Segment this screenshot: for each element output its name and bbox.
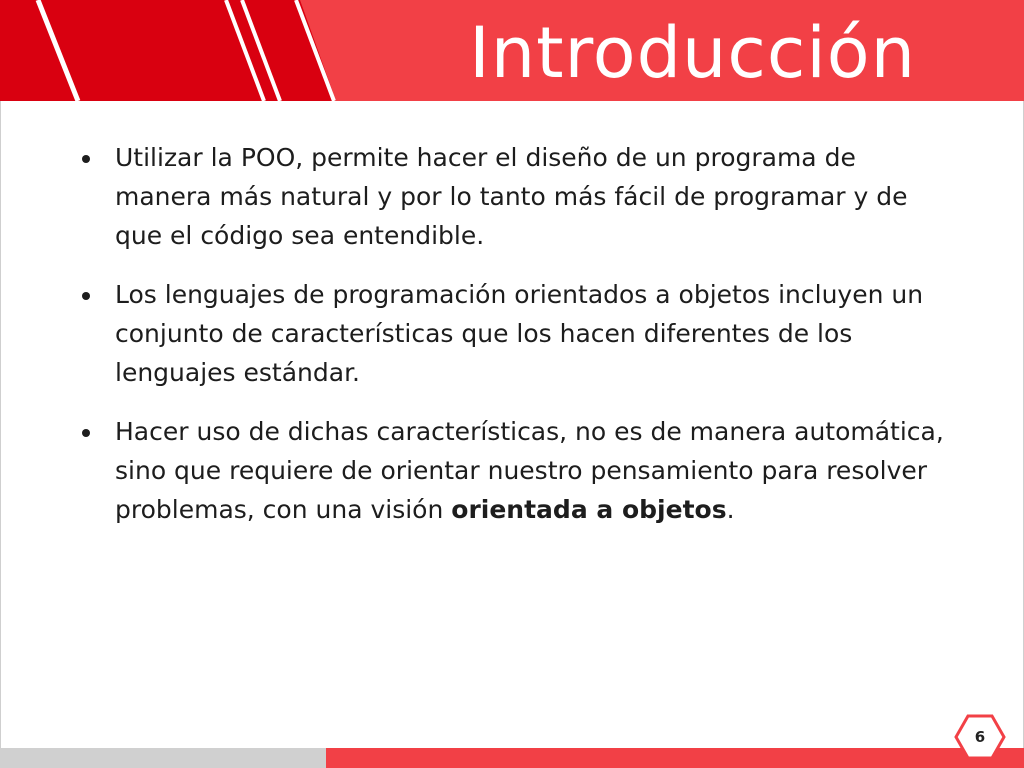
- bullet-item: [72, 275, 952, 392]
- bullet-text: Los lenguajes de programación orientados a objetos incluyen un conjunto de características que los hacen diferentes de los lenguajes estándar.: [115, 280, 924, 387]
- page-number: 6: [974, 728, 986, 746]
- frame-border-left: [0, 101, 1, 748]
- slide-title: Introducción: [469, 12, 916, 94]
- header-banner: [0, 0, 1024, 101]
- bullet-list: [72, 138, 952, 529]
- bullet-dot-icon: [82, 155, 90, 163]
- slide-content: [72, 138, 952, 549]
- bullet-text: Hacer uso de dichas características, no es de manera automática, sino que requiere de orientar nuestro pensamiento para resolver problemas, con una visión: [115, 417, 944, 524]
- bullet-item: [72, 412, 952, 529]
- bullet-item: [72, 138, 952, 255]
- bullet-emphasis: orientada a objetos: [451, 495, 727, 524]
- page-number-badge: [954, 713, 1006, 761]
- bullet-text-end: .: [726, 495, 735, 524]
- footer-bar-red: [326, 748, 1024, 768]
- bullet-dot-icon: [82, 292, 90, 300]
- bullet-dot-icon: [82, 429, 90, 437]
- footer-bar-gray: [0, 748, 326, 768]
- bullet-text: Utilizar la POO, permite hacer el diseño de un programa de manera más natural y por lo tanto más fácil de programar y de que el código sea entendible.: [115, 143, 908, 250]
